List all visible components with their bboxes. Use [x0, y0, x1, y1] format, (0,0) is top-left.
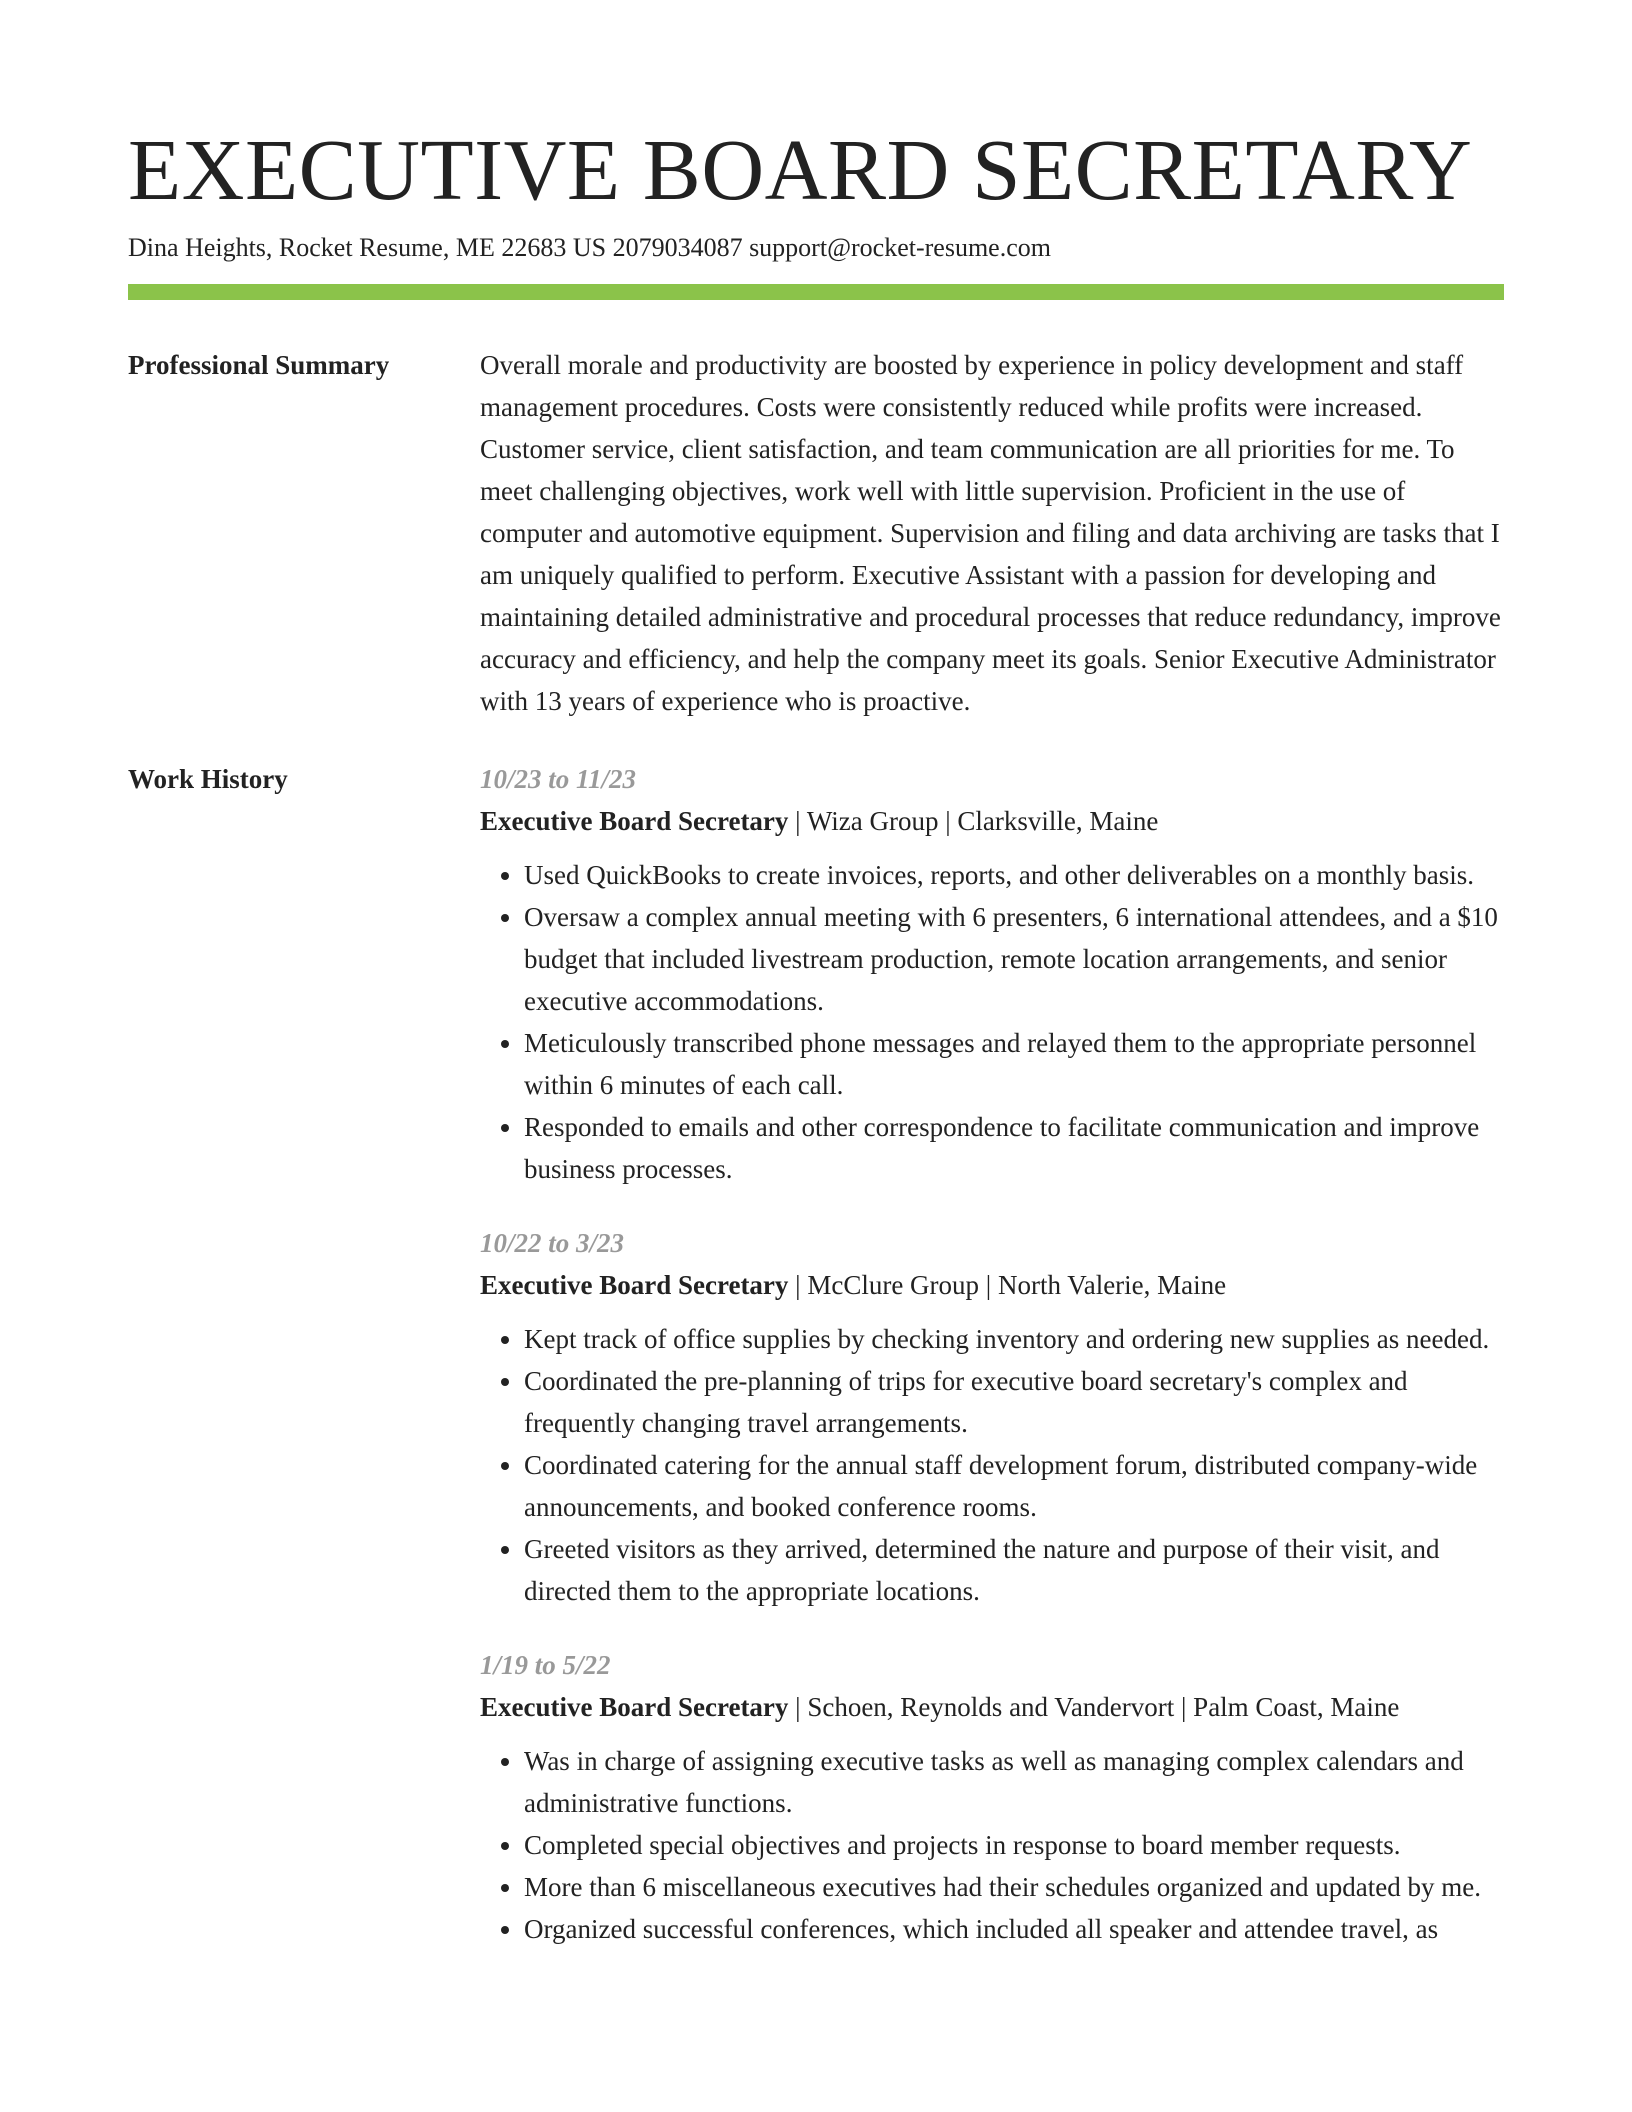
job-dates: 1/19 to 5/22	[480, 1650, 611, 1680]
job-entry	[480, 1222, 1504, 1612]
job-title: Executive Board Secretary	[480, 1270, 789, 1300]
job-bullets	[480, 1318, 1504, 1612]
section-title-summary: Professional Summary	[128, 350, 390, 380]
job-title: Executive Board Secretary	[480, 806, 789, 836]
job-entry	[480, 758, 1504, 1190]
work-history-body	[480, 758, 1504, 1950]
job-bullet: • Coordinated catering for the annual staff development forum, distributed company-wide announcements, and booked conference rooms.	[524, 1444, 1504, 1528]
job-header	[480, 800, 1504, 842]
job-bullet: • Coordinated the pre-planning of trips for executive board secretary's complex and frequently changing travel arrangements.	[524, 1360, 1504, 1444]
job-bullets	[480, 854, 1504, 1190]
section-title-work: Work History	[128, 764, 288, 794]
job-title: Executive Board Secretary	[480, 1692, 789, 1722]
job-bullet: • Responded to emails and other correspondence to facilitate communication and improve business processes.	[524, 1106, 1504, 1190]
resume-page	[128, 120, 1504, 1950]
job-bullet: • Used QuickBooks to create invoices, reports, and other deliverables on a monthly basis.	[524, 854, 1504, 896]
job-bullet: • More than 6 miscellaneous executives had their schedules organized and updated by me.	[524, 1866, 1504, 1908]
summary-text: Overall morale and productivity are boosted by experience in policy development and staff management procedures. Costs were consistently reduced while profits were increased. Customer service, client satisfaction, and team communication are all priorities for me. To meet challenging objectives, work well with little supervision. Proficient in the use of computer and automotive equipment. Supervision and filing and data archiving are tasks that I am uniquely qualified to perform. Executive Assistant with a passion for developing and maintaining detailed administrative and procedural processes that reduce redundancy, improve accuracy and efficiency, and help the company meet its goals. Senior Executive Administrator with 13 years of experience who is proactive.	[480, 350, 1501, 716]
contact-line: Dina Heights, Rocket Resume, ME 22683 US 2079034087 support@rocket-resume.com	[128, 233, 1051, 262]
resume-name: EXECUTIVE BOARD SECRETARY	[128, 121, 1473, 218]
job-details: | Wiza Group | Clarksville, Maine	[788, 806, 1159, 836]
accent-divider	[128, 284, 1504, 300]
job-bullet: • Meticulously transcribed phone messages and relayed them to the appropriate personnel within 6 minutes of each call.	[524, 1022, 1504, 1106]
professional-summary-section	[128, 344, 1504, 722]
job-bullet: • Completed special objectives and projects in response to board member requests.	[524, 1824, 1504, 1866]
job-bullet: • Kept track of office supplies by checking inventory and ordering new supplies as needed.	[524, 1318, 1504, 1360]
job-dates: 10/22 to 3/23	[480, 1228, 625, 1258]
job-entry	[480, 1644, 1504, 1950]
job-header	[480, 1264, 1504, 1306]
job-bullets	[480, 1740, 1504, 1950]
job-details: | McClure Group | North Valerie, Maine	[788, 1270, 1227, 1300]
job-header	[480, 1686, 1504, 1728]
job-dates: 10/23 to 11/23	[480, 764, 637, 794]
summary-body	[480, 344, 1504, 722]
job-bullet: • Greeted visitors as they arrived, determined the nature and purpose of their visit, and directed them to the appropriate locations.	[524, 1528, 1504, 1612]
job-bullet: • Oversaw a complex annual meeting with 6 presenters, 6 international attendees, and a $10 budget that included livestream production, remote location arrangements, and senior executive accommodations.	[524, 896, 1504, 1022]
work-history-section	[128, 758, 1504, 1950]
job-bullet: • Was in charge of assigning executive tasks as well as managing complex calendars and administrative functions.	[524, 1740, 1504, 1824]
job-details: | Schoen, Reynolds and Vandervort | Palm Coast, Maine	[788, 1692, 1400, 1722]
job-bullet: • Organized successful conferences, which included all speaker and attendee travel, as	[524, 1908, 1504, 1950]
